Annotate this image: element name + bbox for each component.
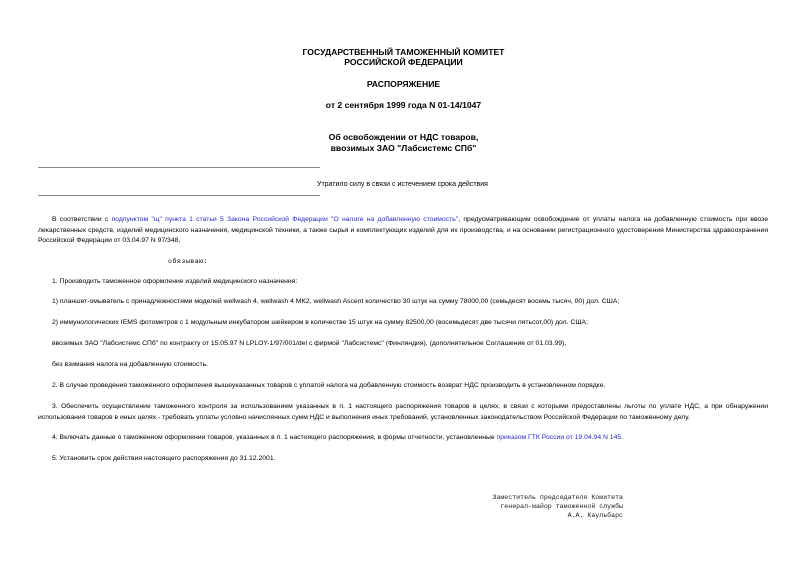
divider-bottom	[38, 195, 320, 196]
item-1-3-text: ввозимых ЗАО "Лабсистемс СПб" по контракту от 15.05.97 N LPLOY-1/97/001/del с фирмой "Лабсистемс" (Финляндия), (дополнительное Соглашение от 01.03.99),	[52, 340, 567, 347]
item-4	[38, 433, 768, 444]
item-2	[38, 381, 768, 392]
document-subject-line-2: ввозимых ЗАО "Лабсистемс СПб"	[330, 143, 477, 153]
signature-block	[492, 493, 623, 520]
signature-name: А.А. Каульбарс	[567, 512, 623, 519]
item-3: 3. Обеспечить осуществление таможенного контроля за использованием указанных в п. 1 настоящего распоряжения товаров в целях, в связи с которыми предоставлены льготы по уплате НДС, а при обнаружении использования товаров в иных целях - требовать уплаты условно начисленных сумм НДС и выполнения иных требований, установленных законодательством Российской Федерации по таможенному делу.	[38, 403, 768, 421]
law-reference-link[interactable]: подпунктом "щ" пункта 1 статьи 5 Закона Российской Федерации "О налоге на добавленную стоимость"	[111, 216, 459, 223]
item-1-1	[38, 297, 768, 308]
document-subject-line-1: Об освобождении от НДС товаров,	[328, 132, 479, 142]
document-type: РАСПОРЯЖЕНИЕ	[366, 79, 441, 89]
item-1	[38, 277, 768, 288]
item-4-end: .	[621, 434, 624, 441]
item-2-text: 2. В случае проведения таможенного оформления вышеуказанных товаров с уплатой налога на добавленную стоимость возврат НДС производить в установленном порядке.	[52, 382, 606, 389]
item-4-text: 4. Включать данные о таможенном оформлении товаров, указанных в п. 1 настоящего распоряжения, в формы отчетности, установленные	[52, 434, 497, 441]
intro-text-rest: , предусматривающим освобождение от уплаты налога на добавленную стоимость при ввозе лекарственных средств, изделий медицинского назначения, медицинской техники, а также сырья и комплектующих изделий для их производства, и на основании регистрационного удостоверения Министерства здравоохранения Российской Федерации от 03.04.97 N 97/348,	[38, 216, 769, 245]
intro-text-start: В соответствии с	[52, 216, 112, 223]
divider-top	[38, 167, 320, 168]
item-1-text: 1. Производить таможенное оформление изделий медицинского назначения:	[52, 278, 298, 285]
obliges-label: обязываю:	[168, 258, 209, 265]
item-5-text: 5. Установить срок действия настоящего распоряжения до 31.12.2001.	[52, 455, 276, 462]
item-1-4-text: без взимания налога на добавленную стоимость.	[52, 361, 209, 368]
item-1-3	[38, 339, 768, 350]
signature-rank: генерал-майор таможенной службы	[500, 503, 623, 510]
order-reference-link[interactable]: приказом ГТК России от 19.04.94 N 145	[496, 434, 622, 441]
item-1-2-text: 2) иммунологических IEMS фотометров с 1 модульным инкубатором шейкером в количестве 15 штук на сумму 82500,00 (восемьдесят две тысячи пятьсот,00) дол. США;	[52, 319, 588, 326]
item-1-1-text: 1) планшет-омыватель с принадлежностями моделей wellwash 4, wellwash 4 MK2, wellwash Ascent количество 30 штук на сумму 78000,00 (семьдесят восемь тысяч, 00) дол. США;	[52, 298, 620, 305]
intro-paragraph	[38, 215, 768, 247]
status-note: Утратило силу в связи с истечением срока действия	[317, 181, 488, 188]
issuer-line-1: ГОСУДАРСТВЕННЫЙ ТАМОЖЕННЫЙ КОМИТЕТ	[302, 47, 505, 57]
item-1-2	[38, 318, 768, 329]
signature-title: Заместитель председателя Комитета	[492, 494, 623, 501]
item-1-4	[38, 360, 768, 371]
document-date-number: от 2 сентября 1999 года N 01-14/1047	[325, 100, 482, 110]
item-5	[38, 454, 768, 465]
issuer-line-2: РОССИЙСКОЙ ФЕДЕРАЦИИ	[344, 57, 463, 67]
